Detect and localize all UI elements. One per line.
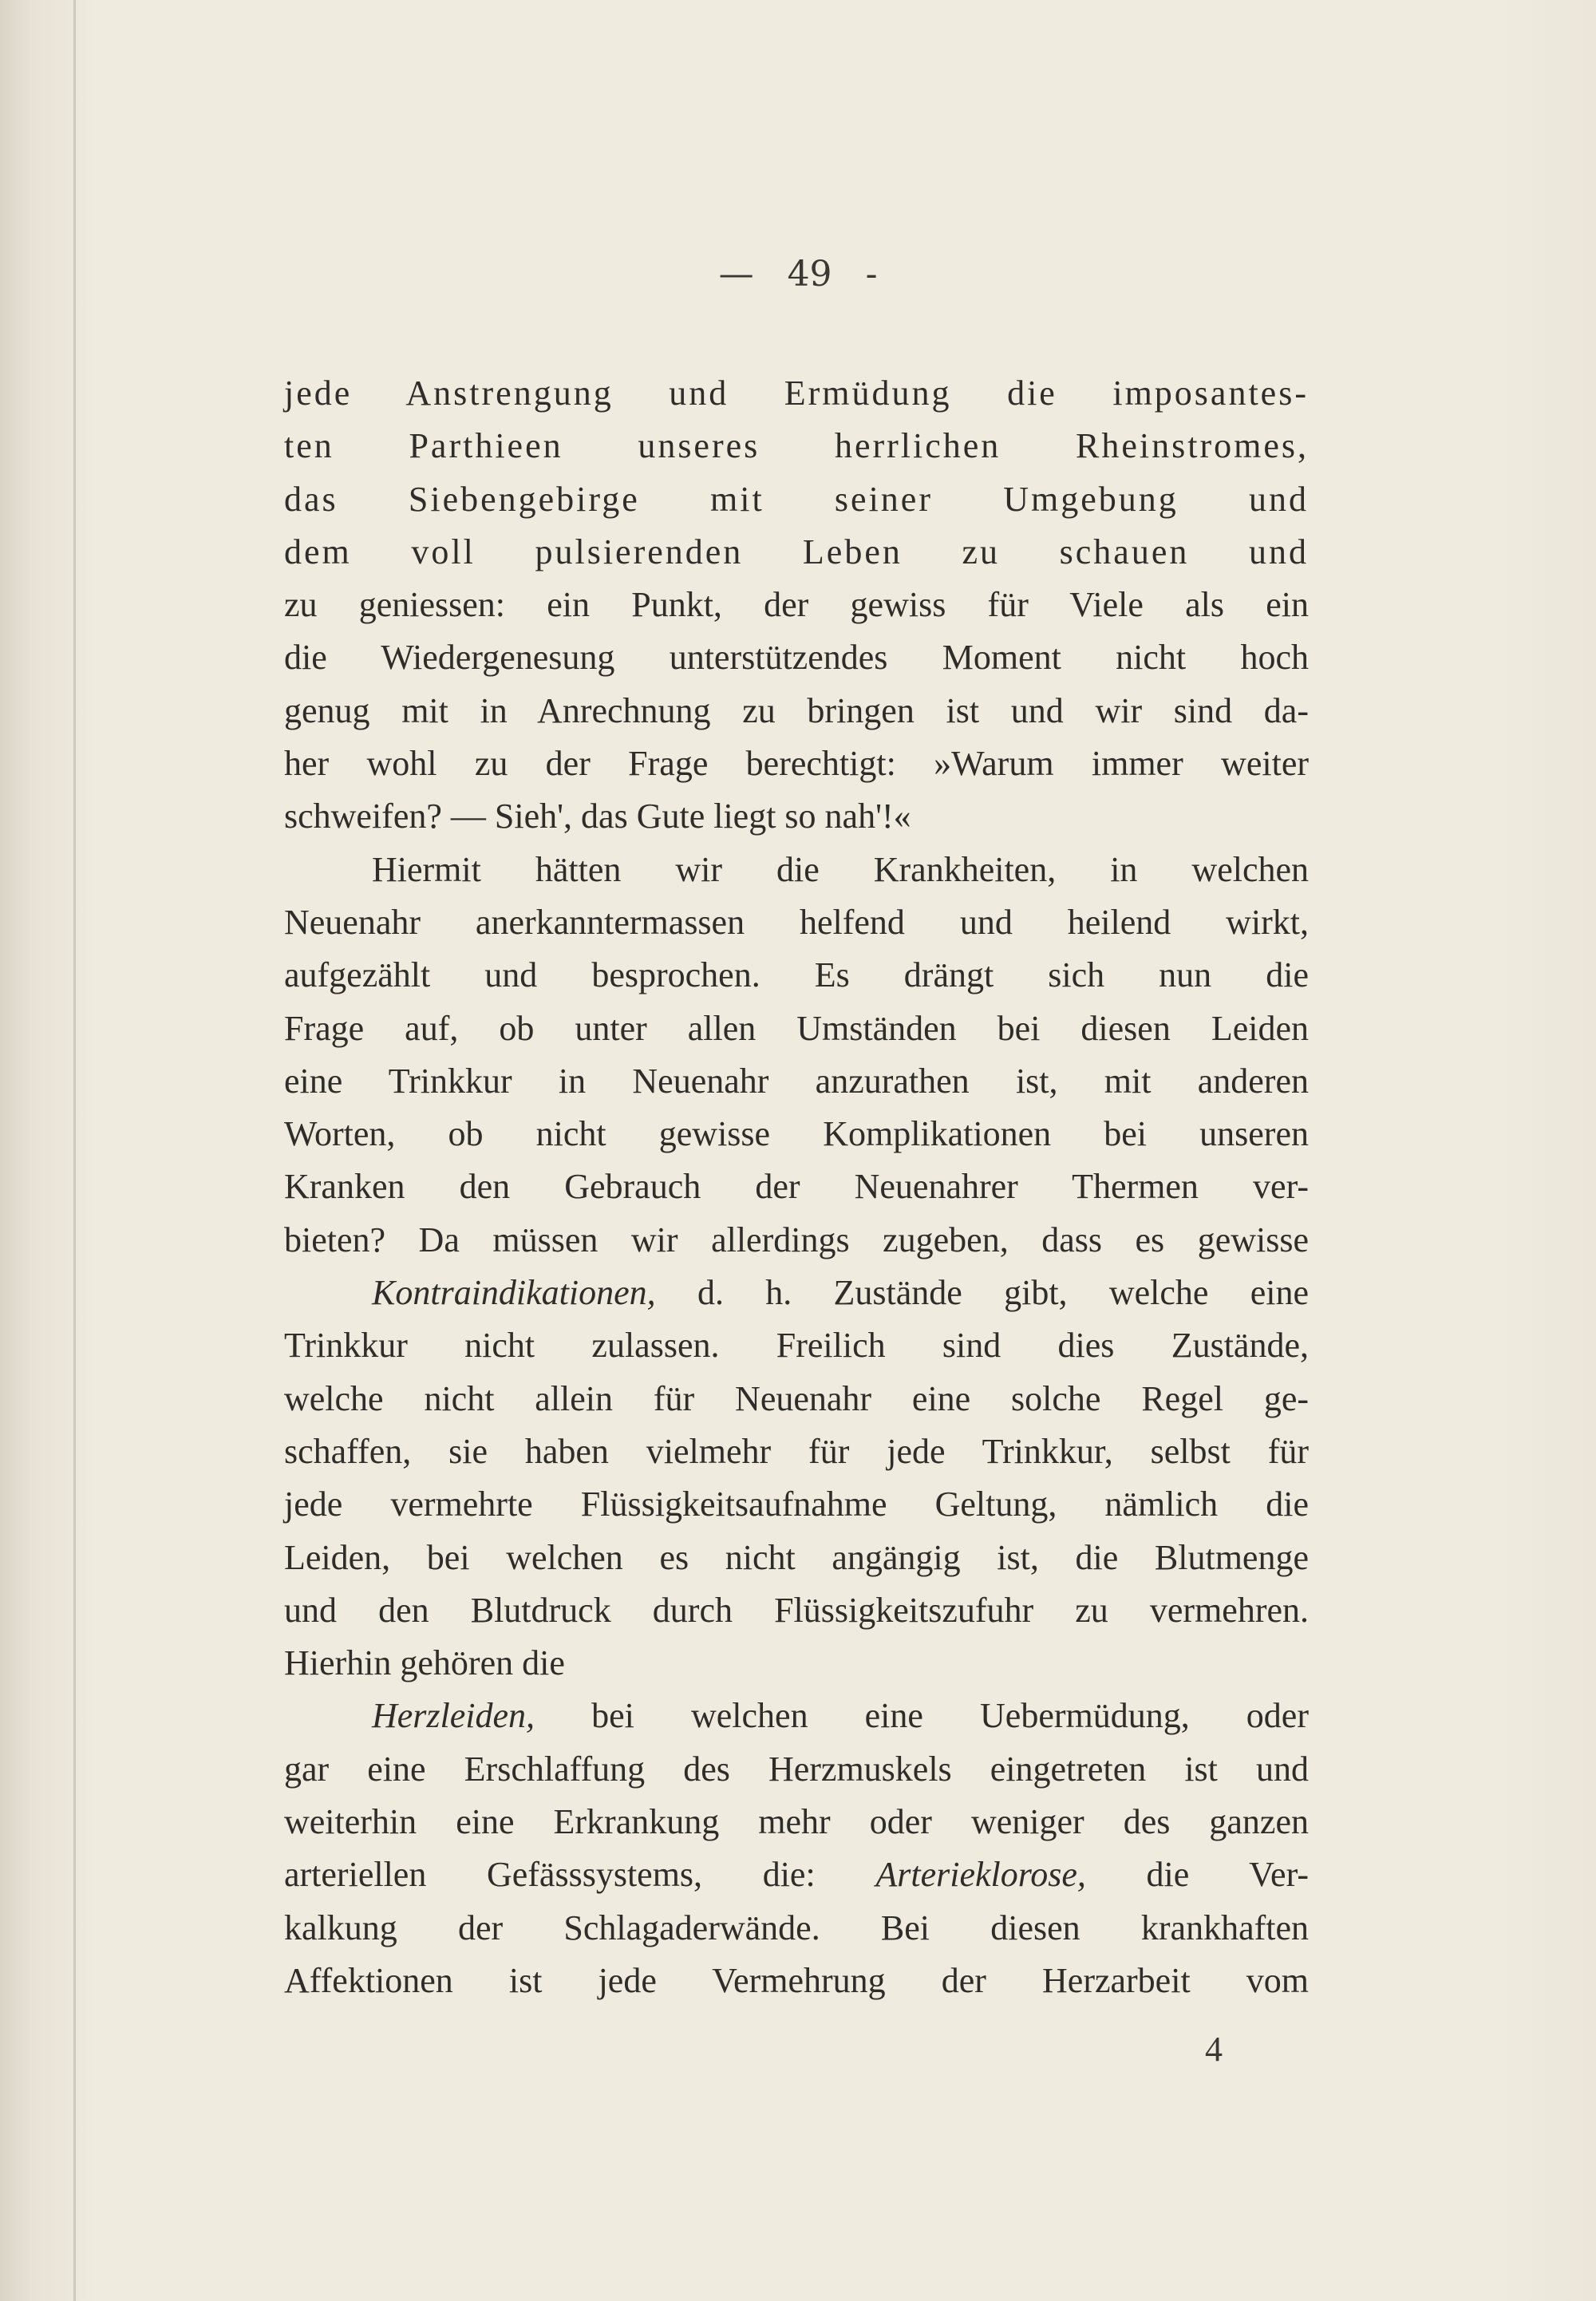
text-segment: die Ver- [1085,1855,1309,1895]
text-line: welche nicht allein für Neuenahr eine solche Regel ge- [284,1378,1309,1418]
text-line: Kranken den Gebrauch der Neuenahrer Thermen ver- [284,1167,1309,1207]
text-line: weiterhin eine Erkrankung mehr oder weniger des ganzen [284,1802,1309,1842]
text-segment: d. h. Zustände gibt, welche eine [655,1273,1309,1313]
text-line: schweifen? — Sieh', das Gute liegt so nah'!« [284,797,911,836]
paragraph-start-line: Hiermit hätten wir die Krankheiten, in welchen [372,849,1309,889]
page-header [0,254,1596,295]
text-line: dem voll pulsierenden Leben zu schauen und [284,532,1309,571]
binding-gutter [73,0,76,2301]
text-line: kalkung der Schlagaderwände. Bei diesen krankhaften [284,1908,1309,1947]
text-line: Hierhin gehören die [284,1643,565,1683]
text-line: eine Trinkkur in Neuenahr anzurathen ist, mit anderen [284,1061,1309,1101]
text-line: her wohl zu der Frage berechtigt: »Warum immer weiter [284,744,1309,784]
text-segment: arteriellen Gefässsystems, die: [284,1855,876,1895]
header-dash-left: — [718,254,754,295]
emphasis-term: Arterieklorose, [875,1855,1086,1895]
text-line: Trinkkur nicht zulassen. Freilich sind dies Zustände, [284,1326,1309,1366]
text-line: Frage auf, ob unter allen Umständen bei diesen Leiden [284,1008,1309,1048]
header-dash-right: - [865,254,878,295]
signature-mark: 4 [1205,2030,1223,2069]
text-line: schaffen, sie haben vielmehr für jede Trinkkur, selbst für [284,1431,1309,1471]
text-line: jede Anstrengung und Ermüdung die imposantes- [284,374,1309,413]
text-line [284,1848,1309,1901]
text-line: jede vermehrte Flüssigkeitsaufnahme Geltung, nämlich die [284,1485,1309,1524]
paragraph-start-line [284,1690,1309,1742]
text-line: Leiden, bei welchen es nicht angängig ist, die Blutmenge [284,1537,1309,1577]
body-text [284,367,1309,2007]
text-line: genug mit in Anrechnung zu bringen ist und wir sind da- [284,690,1309,730]
text-line: das Siebengebirge mit seiner Umgebung und [284,479,1309,519]
text-line: und den Blutdruck durch Flüssigkeitszufuhr zu vermehren. [284,1590,1309,1630]
text-line: bieten? Da müssen wir allerdings zugeben, dass es gewisse [284,1220,1309,1259]
text-line: gar eine Erschlaffung des Herzmuskels eingetreten ist und [284,1749,1309,1789]
text-line: zu geniessen: ein Punkt, der gewiss für Viele als ein [284,585,1309,625]
text-line: aufgezählt und besprochen. Es drängt sich nun die [284,955,1309,995]
text-segment: bei welchen eine Uebermüdung, oder [535,1696,1309,1736]
page-number: 49 [787,254,832,295]
paragraph-start-line [284,1267,1309,1319]
text-line: Affektionen ist jede Vermehrung der Herzarbeit vom [284,1960,1309,2000]
text-line: die Wiedergenesung unterstützendes Moment nicht hoch [284,638,1309,678]
text-line: ten Parthieen unseres herrlichen Rheinstromes, [284,426,1309,466]
emphasis-term: Kontraindikationen, [372,1273,656,1313]
emphasis-term: Herzleiden, [372,1696,535,1736]
text-line: Neuenahr anerkanntermassen helfend und heilend wirkt, [284,902,1309,942]
text-line: Worten, ob nicht gewisse Komplikationen bei unseren [284,1114,1309,1154]
